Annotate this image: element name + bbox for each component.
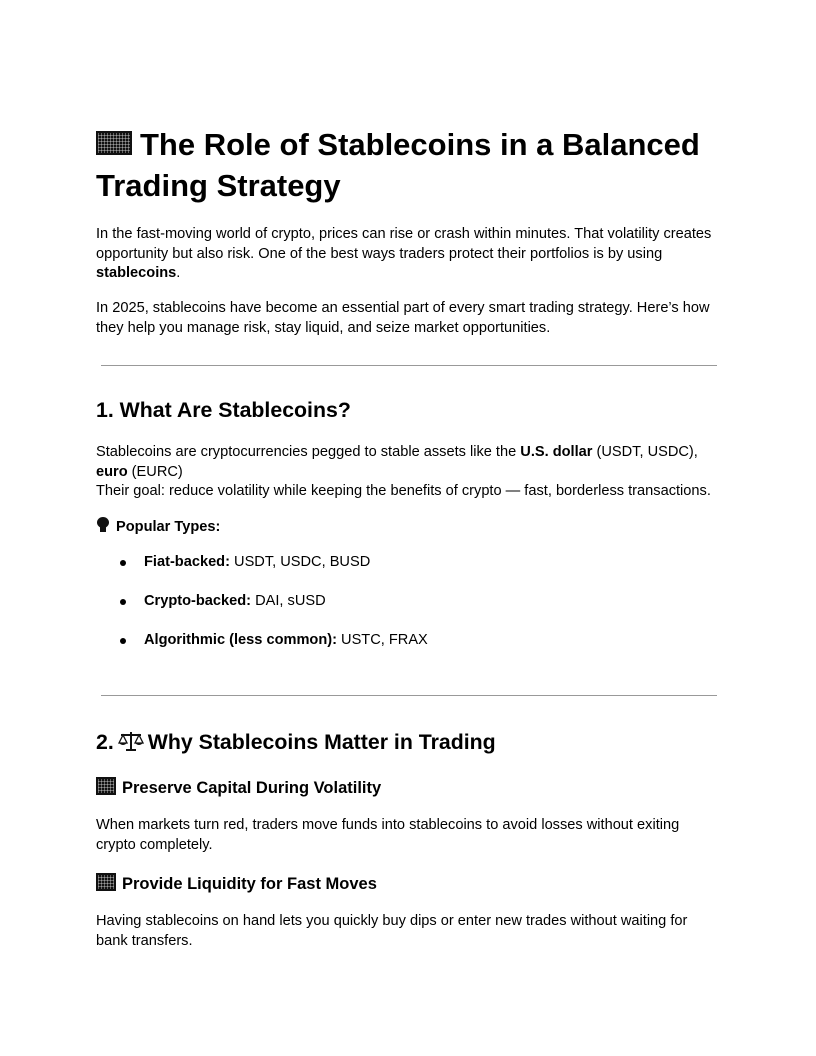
- bullet-icon: [120, 560, 126, 566]
- type-label: Algorithmic (less common):: [144, 632, 337, 648]
- intro-text: In the fast-moving world of crypto, prices can rise or crash within minutes. That volatility creates opportunity but also risk. One of the best ways traders protect their portfolios is by using: [96, 226, 712, 262]
- chart-emoji-icon: [96, 873, 116, 891]
- type-value: USDT, USDC, BUSD: [229, 554, 371, 570]
- list-item: [144, 552, 370, 572]
- page-title-text: The Role of Stablecoins in a Balanced Trading Strategy: [96, 127, 700, 203]
- popular-types-heading: [96, 517, 720, 537]
- lightbulb-icon: [96, 517, 110, 533]
- intro-paragraph-2: In 2025, stablecoins have become an essential part of every smart trading strategy. Here’s how they help you manage risk, stay liquid, and seize market opportunities.: [96, 300, 710, 336]
- intro-bold-stablecoins: stablecoins: [96, 265, 177, 281]
- chart-emoji-icon: [96, 777, 116, 795]
- popular-types-label: Popular Types:: [116, 519, 221, 535]
- type-label: Crypto-backed:: [144, 593, 252, 609]
- bullet-icon: [120, 599, 126, 605]
- section2-number: 2.: [96, 730, 114, 754]
- list-item: [144, 591, 326, 611]
- desc-text-4: Their goal: reduce volatility while keeping the benefits of crypto — fast, borderless transactions.: [96, 483, 711, 499]
- section2-heading: [96, 728, 720, 756]
- section-divider: [101, 365, 717, 366]
- subsection-heading-text: Provide Liquidity for Fast Moves: [122, 875, 377, 893]
- page-title: [96, 124, 720, 206]
- intro-paragraph-1: [96, 225, 720, 284]
- desc-bold-usd: U.S. dollar: [520, 444, 593, 460]
- type-value: DAI, sUSD: [251, 593, 326, 609]
- bullet-icon: [120, 638, 126, 644]
- desc-text-3: (EURC): [127, 463, 183, 480]
- list-item: [144, 630, 428, 650]
- type-value: USTC, FRAX: [336, 632, 428, 648]
- section-divider: [101, 695, 717, 696]
- provide-liquidity-text: Having stablecoins on hand lets you quickly buy dips or enter new trades without waiting for bank transfers.: [96, 913, 688, 949]
- subsection-preserve-capital: [96, 777, 720, 799]
- desc-text-2: (USDT, USDC),: [592, 444, 698, 460]
- type-label: Fiat-backed:: [144, 554, 230, 570]
- section1-heading: 1. What Are Stablecoins?: [96, 398, 351, 422]
- chart-emoji-icon: [96, 131, 132, 155]
- desc-text-1: Stablecoins are cryptocurrencies pegged to stable assets like the: [96, 444, 521, 460]
- intro-period: .: [176, 265, 181, 281]
- subsection-heading-text: Preserve Capital During Volatility: [122, 779, 382, 797]
- section2-heading-text: Why Stablecoins Matter in Trading: [147, 730, 496, 754]
- preserve-capital-text: When markets turn red, traders move funds into stablecoins to avoid losses without exiting crypto completely.: [96, 817, 680, 853]
- balance-scale-icon: [118, 730, 144, 752]
- section1-description: [96, 443, 720, 502]
- desc-bold-euro: euro: [96, 463, 128, 480]
- subsection-provide-liquidity: [96, 873, 720, 895]
